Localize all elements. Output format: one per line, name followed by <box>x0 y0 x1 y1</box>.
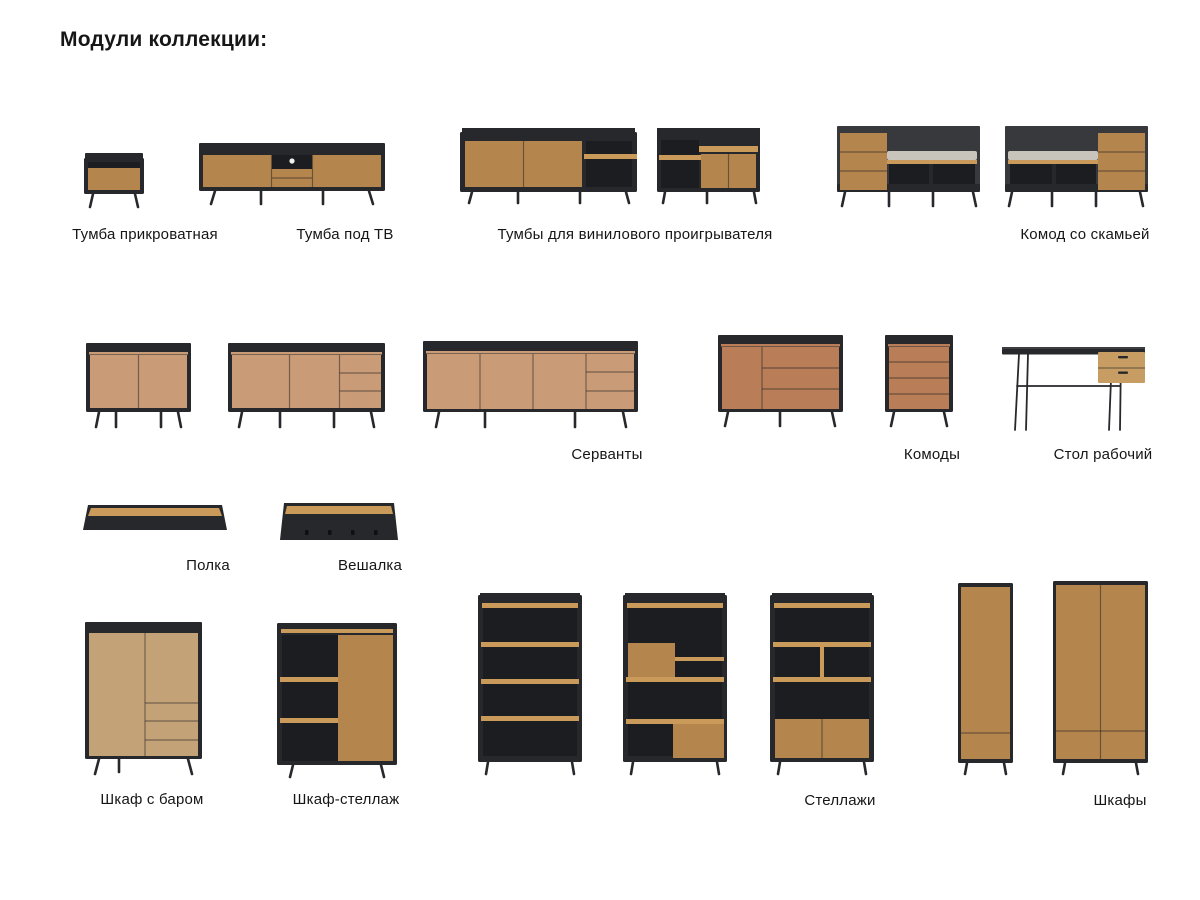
dresser-4-drawer-image <box>885 335 953 428</box>
bedside-table-image <box>84 152 144 208</box>
caption-desk: Стол рабочий <box>1053 446 1153 463</box>
vinyl-stand-compact-image <box>657 128 760 204</box>
caption-wall-hanger: Вешалка <box>337 557 403 574</box>
wall-hanger-image <box>280 503 398 543</box>
bar-cabinet-image <box>85 622 202 777</box>
cabinet-shelving-image <box>277 623 397 778</box>
caption-dressers: Комоды <box>903 446 961 463</box>
dresser-door-3-drawer-image <box>718 335 843 428</box>
desk-image <box>1002 340 1145 433</box>
bench-dresser-right-image <box>1005 126 1148 208</box>
caption-bar-cabinet: Шкаф с баром <box>100 791 204 808</box>
tv-stand-image <box>199 143 385 205</box>
page-title: Модули коллекции: <box>60 28 268 51</box>
wall-shelf-image <box>83 505 227 532</box>
caption-sideboards: Серванты <box>571 446 643 463</box>
caption-wall-shelf: Полка <box>186 557 230 574</box>
caption-vinyl-stands: Тумбы для винилового проигрывателя <box>497 226 773 243</box>
sideboard-2-door-3-drawer-image <box>228 343 385 429</box>
shelving-open-image <box>478 593 582 780</box>
caption-bench-dresser: Комод со скамьей <box>1020 226 1150 243</box>
caption-shelving-units: Стеллажи <box>804 792 876 809</box>
vinyl-stand-wide-image <box>460 128 637 204</box>
sideboard-3-door-3-drawer-image <box>423 341 638 429</box>
caption-wardrobes: Шкафы <box>1093 792 1147 809</box>
caption-bedside-table: Тумба прикроватная <box>72 226 218 243</box>
caption-tv-stand: Тумба под ТВ <box>296 226 394 243</box>
bench-dresser-left-image <box>837 126 980 208</box>
wardrobe-1-door-image <box>958 581 1013 775</box>
shelving-lower-doors-image <box>770 593 874 780</box>
wardrobe-2-door-image <box>1053 581 1148 775</box>
shelving-upper-cabinet-image <box>623 593 727 780</box>
caption-cabinet-shelving: Шкаф-стеллаж <box>292 791 400 808</box>
sideboard-2-door-image <box>86 343 191 429</box>
